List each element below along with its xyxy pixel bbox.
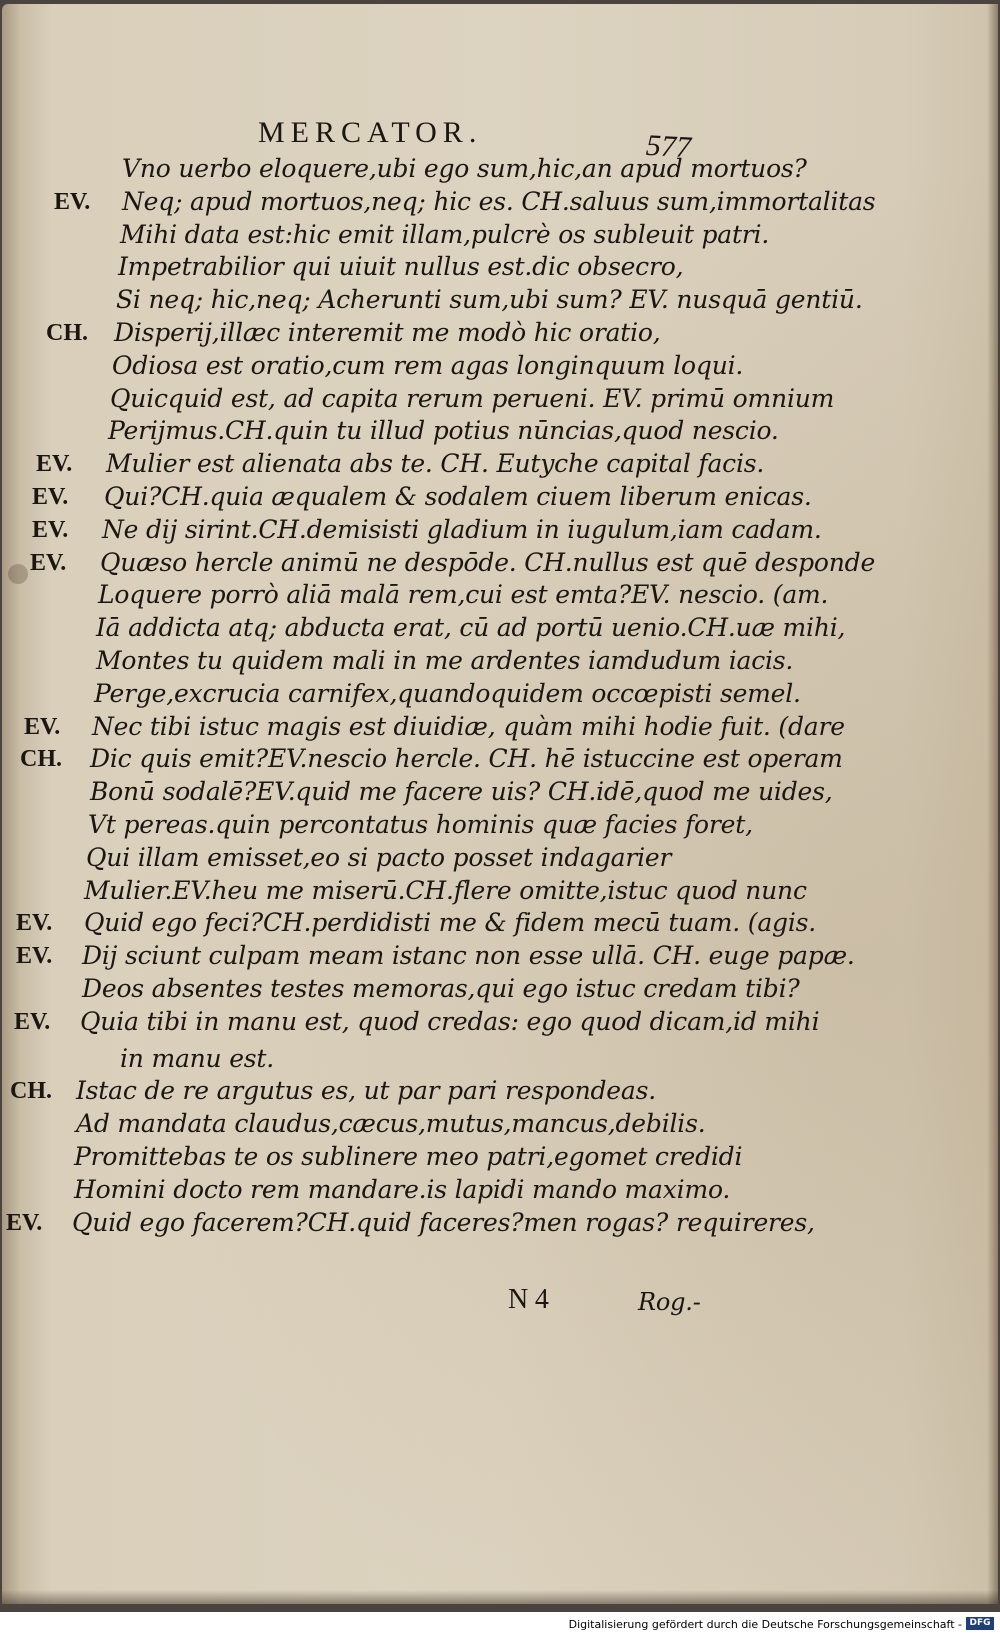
speaker-label: EV. <box>6 1209 43 1236</box>
speaker-label: EV. <box>32 516 69 543</box>
verse-line: Nec tibi istuc magis est diuidiæ, quàm mihi hodie fuit. (dare <box>92 711 845 741</box>
verse-line: Bonū sodalē?EV.quid me facere uis? CH.idē,quod me uides, <box>90 777 833 807</box>
verse-line: Quia tibi in manu est, quod credas: ego quod dicam,id mihi <box>80 1006 820 1036</box>
verse-line: Quid ego facerem?CH.quid faceres?men rogas? requireres, <box>72 1207 815 1237</box>
speaker-label: CH. <box>46 320 88 346</box>
verse-line: Perijmus.CH.quin tu illud potius nūncias,quod nescio. <box>108 416 779 446</box>
verse-line: Vt pereas.quin percontatus hominis quæ facies foret, <box>88 810 753 839</box>
verse-line: Ad mandata claudus,cæcus,mutus,mancus,debilis. <box>76 1109 706 1139</box>
verse-line: Iā addicta atq; abducta erat, cū ad portū uenio.CH.uæ mihi, <box>96 613 846 643</box>
catchword: Rog.- <box>638 1288 701 1316</box>
verse-line: Montes tu quidem mali in me ardentes iamdudum iacis. <box>96 646 794 675</box>
speaker-label: EV. <box>54 188 91 215</box>
verse-line: Mihi data est:hic emit illam,pulcrè os subleuit patri. <box>120 219 770 249</box>
speaker-label: EV. <box>32 484 69 510</box>
speaker-label: EV. <box>36 451 73 478</box>
speaker-label: CH. <box>10 1078 52 1105</box>
digitization-footer <box>0 1612 1000 1636</box>
verse-line: Mulier.EV.heu me miserū.CH.flere omitte,istuc quod nunc <box>84 875 807 905</box>
verse-line: Deos absentes testes memoras,qui ego istuc credam tibi? <box>82 974 800 1003</box>
verse-line: Odiosa est oratio,cum rem agas longinquum loqui. <box>112 350 744 380</box>
verse-line: Dij sciunt culpam meam istanc non esse ullā. CH. euge papæ. <box>82 941 855 971</box>
verse-line: Ne dij sirint.CH.demisisti gladium in iugulum,iam cadam. <box>102 514 822 544</box>
verse-line: in manu est. <box>120 1043 275 1073</box>
funding-credit: Digitalisierung gefördert durch die Deutsche Forschungsgemeinschaft - <box>568 1618 962 1631</box>
verse-line: Neq; apud mortuos,neq; hic es. CH.saluus sum,immortalitas <box>122 186 876 216</box>
verse-line: Mulier est alienata abs te. CH. Eutyche capital facis. <box>106 449 765 479</box>
verse-line: Promittebas te os sublinere meo patri,egomet credidi <box>74 1142 743 1171</box>
page-number: 577 <box>645 128 692 165</box>
speaker-label: EV. <box>14 1008 51 1035</box>
ink-bleed-spot <box>8 564 28 584</box>
verse-line: Qui illam emisset,eo si pacto posset indagarier <box>86 842 672 872</box>
running-title: MERCATOR. <box>258 116 483 149</box>
verse-line: Dic quis emit?EV.nescio hercle. CH. hē istuccine est operam <box>90 744 843 774</box>
verse-line: Istac de re argutus es, ut par pari respondeas. <box>76 1076 656 1106</box>
verse-line: Qui?CH.quia æqualem & sodalem ciuem liberum enicas. <box>104 482 812 511</box>
book-page <box>2 4 998 1604</box>
speaker-label: CH. <box>20 746 62 773</box>
speaker-label: EV. <box>24 713 61 740</box>
speaker-label: EV. <box>30 549 67 576</box>
printer-signature: N 4 <box>508 1284 549 1315</box>
verse-line: Loquere porrò aliā malā rem,cui est emta?EV. nescio. (am. <box>98 580 829 610</box>
verse-line: Homini docto rem mandare.is lapidi mando maximo. <box>74 1174 731 1204</box>
verse-line: Quæso hercle animū ne despōde. CH.nullus est quē desponde <box>100 547 876 577</box>
verse-line: Vno uerbo eloquere,ubi ego sum,hic,an apud mortuos? <box>122 154 807 183</box>
verse-line: Quid ego feci?CH.perdidisti me & fidem mecū tuam. (agis. <box>84 908 817 938</box>
verse-line: Quicquid est, ad capita rerum perueni. EV. primū omnium <box>110 383 835 413</box>
speaker-label: EV. <box>16 943 53 970</box>
verse-line: Disperij,illæc interemit me modò hic oratio, <box>114 318 661 347</box>
verse-line: Si neq; hic,neq; Acherunti sum,ubi sum? EV. nusquā gentiū. <box>116 285 863 315</box>
dfg-logo: DFG <box>966 1617 994 1630</box>
verse-line: Impetrabilior qui uiuit nullus est.dic obsecro, <box>118 252 684 282</box>
speaker-label: EV. <box>16 910 53 937</box>
page-edge-shadow <box>2 1590 998 1604</box>
verse-line: Perge,excrucia carnifex,quandoquidem occœpisti semel. <box>94 678 801 708</box>
